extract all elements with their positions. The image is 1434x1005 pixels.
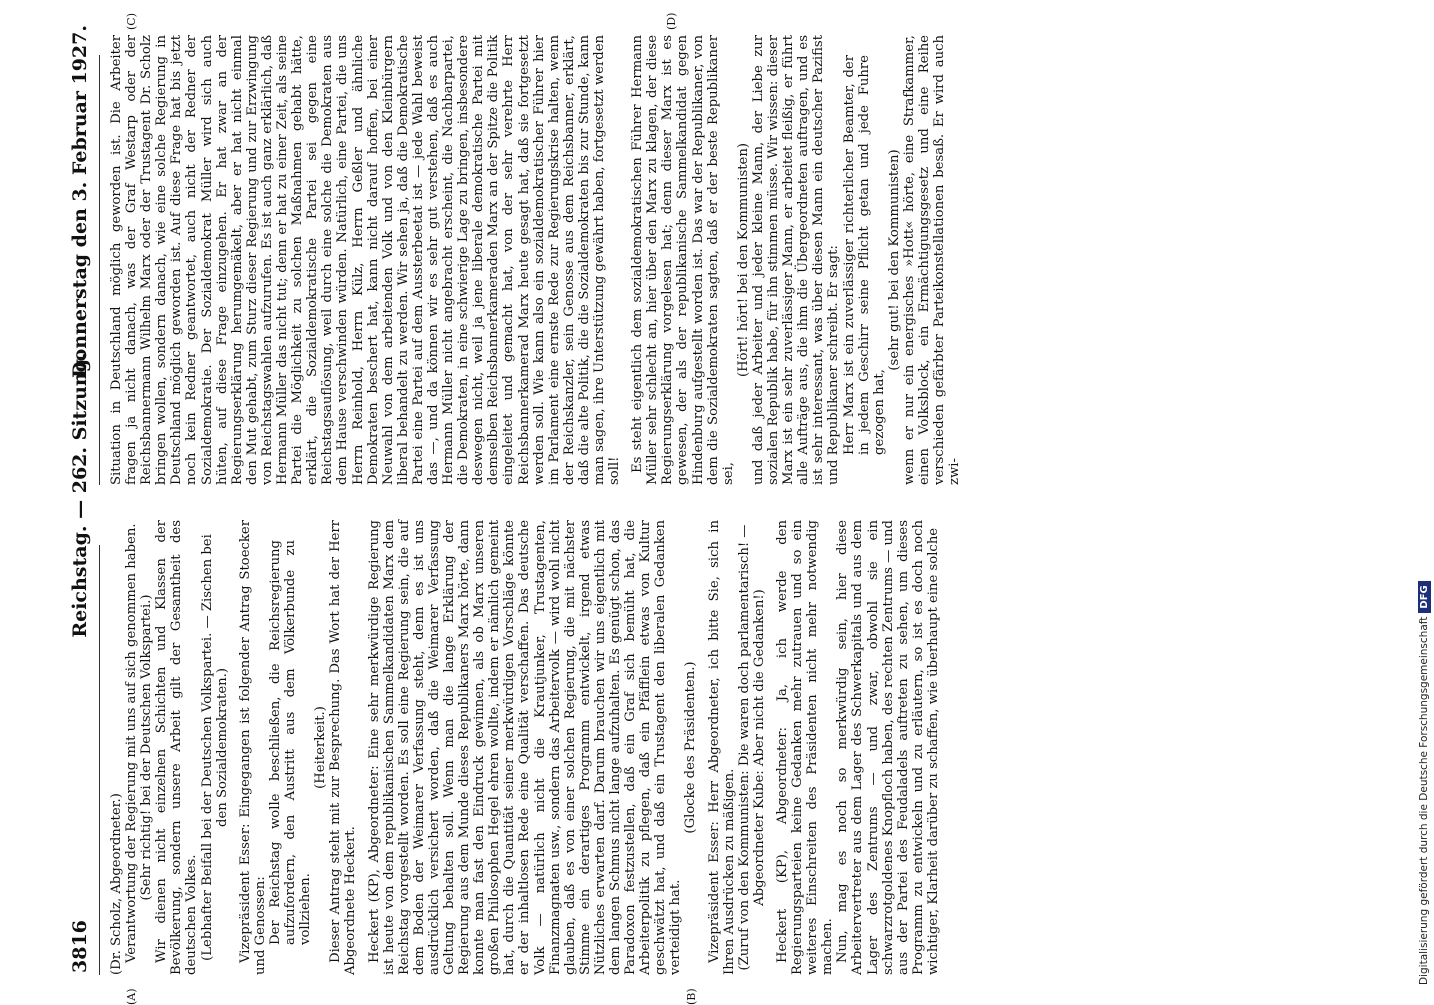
interjection: (Sehr richtig! bei der Deutschen Volkspartei.) [139,594,155,901]
motion-text: Der Reichstag wolle beschließen, die Reichsregierung aufzufordern, den Austritt aus dem Völkerbunde zu vollziehen. [267,540,314,945]
page-header [65,15,99,975]
speaker-paragraph: Heckert (KP), Abgeordneter: Eine sehr merkwürdige Regierung ist heute von dem republikanischen Sammelkandidaten Marx dem Reichstag vorgestellt worden. Es soll eine Regierung sein, die auf dem Boden der Weimarer Verfassung steht, denn es ist uns ausdrücklich versichert worden, daß die Weimarer Verfassung Geltung behalten soll. Wenn man die lange Erklärung der Regierung aus dem Munde dieses Republikaners Marx hörte, dann konnte man fast den Eindruck gewinnen, als ob Marx unseren großen Philosophen Hegel ehren wollte, indem er nämlich gemeint hat, durch die Quantität seiner merkwürdigen Vorschläge könnte er der inhaltlosen Rede eine Qualität verschaffen. Das deutsche Volk — natürlich nicht die Krautjunker, Trustagenten, Finanzmagnaten usw., sondern das Arbeitervolk — wird wohl nicht glauben, daß es von einer solchen Regierung, die mit nächster Stimme ein derartiges Programm entwickelt, irgend etwas Nützliches erwarten darf. Darum brauchen wir uns eigentlich mit dem langen Schmus nicht lange aufzuhalten. Es genügt schon, das Paradoxon festzustellen, daß ein Graf sich bemüht hat, die Arbeiterpolitik zu pflegen, daß ein Pfäfflein etwas von Kultur geschwätzt hat, und daß ein Trustagent den liberalen Gedanken verteidigt hat. [366,520,684,975]
header-rule-right [99,55,100,485]
paragraph: Nun, mag es noch so merkwürdig sein, hier diese Arbeitervertreter aus dem Lager des Schwerkapitals und aus dem Lager des Zentrums — und zwar, obwohl sie ein schwarzrotgoldenes Knopfloch haben, des rechten Zentrums — und aus der Partei des Feudaladels auftreten zu sehen, um dieses Programm zu entwickeln und zu erläutern, so ist es doch noch wichtiger, Klarheit darüber zu schaffen, wie überhaupt eine solche [835,520,941,975]
interjection: (Hört! hört! bei den Kommunisten) [735,143,751,377]
paragraph: wenn er nur ein energisches »Hott« hörte, eine Strafkammer, einen Volksblock, ein Ermächtigungsgesetz und eine Reihe verschieden gefärbter Parteikonstellationen besaß. Er wird auch zwi- [901,35,963,485]
paragraph: Dieser Antrag steht mit zur Besprechung. Das Wort hat der Herr Abgeordnete Heckert. [328,520,359,975]
header-center-title: Reichstag. — 262. Sitzung. [69,352,91,638]
interjection: (Zuruf von den Kommunisten: Die waren doch parlamentarisch! — Abgeordneter Kube: Aber nicht die Gedanken!) [736,524,767,971]
paragraph: Verantwortung der Regierung mit uns auf sich genommen haben. [124,523,140,963]
speaker-continuation: (Dr. Scholz, Abgeordneter.) [109,793,124,975]
header-rule-left [99,545,100,975]
dfg-logo: DFG [1418,581,1431,612]
margin-marker-c: (C) [125,13,138,30]
speaker-paragraph: Vizepräsident Esser: Eingegangen ist folgender Antrag Stoecker und Genossen: [237,520,268,975]
paragraph: Situation in Deutschland möglich geworden ist. Die Arbeiter fragen ja nicht danach, was der Graf Westarp oder der Reichsbannermann Wilhelm Marx oder der Trustagent Dr. Scholz bringen wollen, sondern danach, wie eine solche Regierung in Deutschland möglich geworden ist. Auf diese Frage hat bis jetzt noch kein Redner geantwortet, auch nicht der Redner der Sozialdemokratie. Der Sozialdemokrat Müller wird sich auch hüten, auf diese Frage einzugehen. Er hat zwar an der Regierungserklärung herumgemäkelt, aber er hat nicht einmal den Mut gehabt, zum Sturz dieser Regierung und zur Erzwingung von Reichstagswahlen aufzurufen. Es ist auch ganz erklärlich, daß Hermann Müller das nicht tut; denn er hat zu einer Zeit, als seine Partei die Möglichkeit zu solchen Maßnahmen gehabt hätte, erklärt, die Sozialdemokratische Partei sei gegen eine Reichstagsauflösung, weil durch eine solche die Demokraten aus dem Hause verschwinden würden. Natürlich, eine Partei, die uns Herrn Reinhold, Herrn Külz, Herrn Geßler und ähnliche Demokraten beschert hat, kann nicht darauf hoffen, bei einer Neuwahl von dem arbeitenden Volk und von den Kleinbürgern liberal behandelt zu werden. Wir sehen ja, daß die Demokratische Partei eine Partei auf dem Aussterbeetat ist — jede Wahl beweist das —, und da können wir es sehr gut verstehen, daß es auch Hermann Müller nicht angebracht erscheint, die Nachbarpartei, die Demokraten, in eine schwierige Lage zu bringen, insbesondere deswegen nicht, weil ja jene liberale demokratische Partei mit demselben Reichsbannerkameraden Marx an der Spitze die Politik eingeleitet und gemacht hat, von der sehr verehrte Herr Reichsbannerkamerad Marx heute gesagt hat, daß sie fortgesetzt werden soll. Wie kann also ein sozialdemokratischer Führer hier im Parlament eine ernste Rede zur Regierungskrise halten, wenn der Reichskanzler, sein Genosse aus dem Reichsbanner, erklärt, daß die alte Politik, die die Sozialdemokraten bis zur Stunde, kann man sagen, ihre Unterstützung gewährt haben, fortgesetzt werden soll! [109,35,623,485]
speaker-paragraph: Vizepräsident Esser: Herr Abgeordneter, ich bitte Sie, sich in Ihren Ausdrücken zu mäßigen. [706,520,737,975]
digitization-credit [1418,581,1431,985]
page-number: 3816 [69,920,91,973]
right-column [109,35,962,485]
header-date: Donnerstag den 3. Februar 1927. [69,25,91,378]
margin-marker-a: (A) [125,988,138,1005]
margin-marker-d: (D) [665,12,678,30]
rotated-page [65,12,1434,1005]
left-column [109,520,941,975]
paragraph: und daß jeder Arbeiter und jeder kleine Mann, der Liebe zur sozialen Republik habe, für ihn stimmen müsse. Wir wissen: dieser Marx ist ein sehr zuverlässiger Mann, er arbeitet fleißig, er führt alle Aufträge aus, die ihm die Übergeordneten auftragen, und es ist sehr interessant, was über diesen Mann ein deutscher Pazifist und Republikaner schreibt. Er sagt: [750,35,842,485]
paragraph: Wir dienen nicht einzelnen Schichten und Klassen der Bevölkerung, sondern unsere Arbeit gilt der Gesamtheit des deutschen Volkes. [154,520,200,975]
paragraph: Es steht eigentlich dem sozialdemokratischen Führer Hermann Müller sehr schlecht an, hier über den Marx zu klagen, der diese Regierungserklärung vorgelesen hat; denn dieser Marx ist es gewesen, der als der republikanische Sammelkandidat gegen Hindenburg aufgestellt worden ist. Das war der Republikaner, von dem die Sozialdemokraten sagten, daß er der beste Republikaner sei, [630,35,736,485]
margin-marker-b: (B) [685,988,698,1005]
speaker-paragraph: Heckert (KP), Abgeordneter: Ja, ich werde den Regierungsparteien keine Gedanken mehr zutrauen und so ein weiteres Einschreiten des Präsidenten nicht mehr notwendig machen. [774,520,836,975]
interjection: (Lebhafter Beifall bei der Deutschen Volkspartei. — Zischen bei den Sozialdemokraten.) [199,534,230,961]
interjection: (Heiterkeit.) [313,706,329,789]
credit-text: Digitalisierung gefördert durch die Deutsche Forschungsgemeinschaft [1418,616,1430,985]
interjection: (Glocke des Präsidenten.) [683,661,699,834]
interjection: (sehr gut! bei den Kommunisten) [886,149,902,371]
quote: Herr Marx ist ein zuverlässiger richterlicher Beamter, der in jedem Geschirr seine Pflicht getan und jede Fuhre gezogen hat, [841,55,887,455]
